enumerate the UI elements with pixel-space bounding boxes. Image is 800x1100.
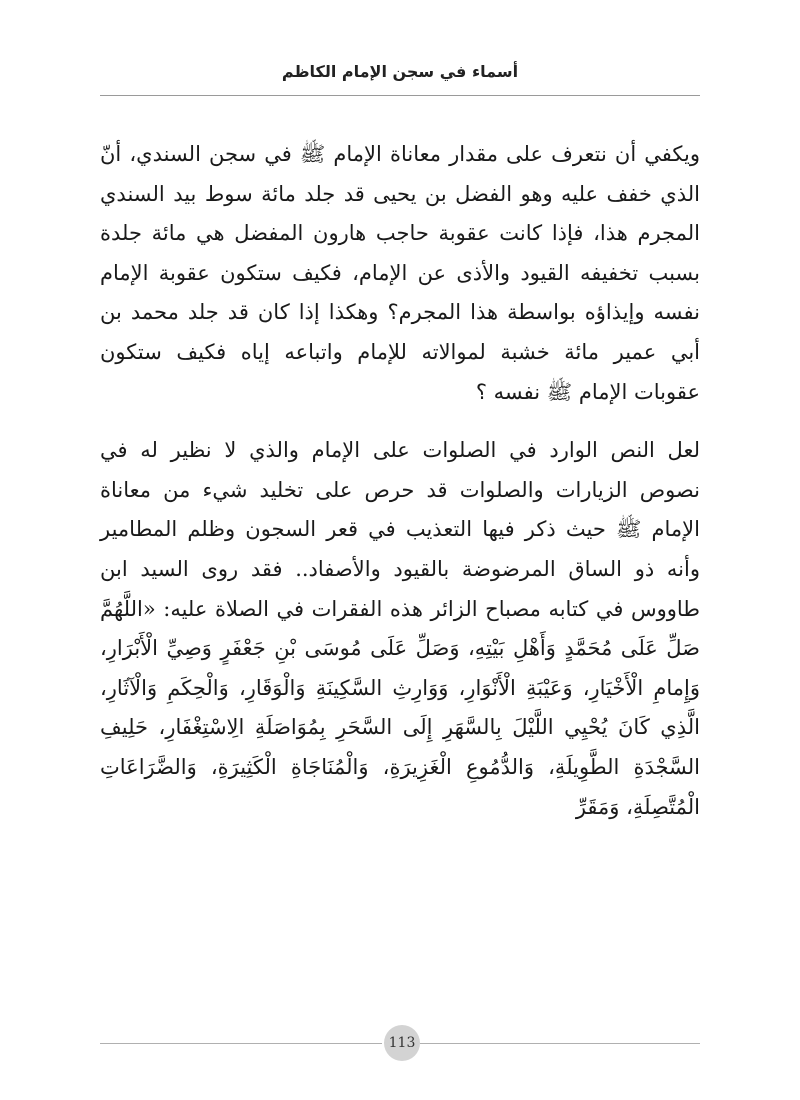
page-body (100, 135, 700, 827)
paragraph-intro: لعل النص الوارد في الصلوات على الإمام والذي لا نظير له في نصوص الزيارات والصلوات قد حرص على تخليد شيء من معاناة الإمام ﷺ حيث ذكر فيها التعذيب في قعر السجون وظلم المطامير وأنه ذو الساق المرضوضة بالقيود والأصفاد.. فقد روى السيد ابن طاووس في كتابه مصباح الزائر هذه الفقرات في الصلاة عليه: (100, 438, 700, 621)
header-divider (100, 95, 700, 96)
body-paragraph-with-quote (100, 431, 700, 827)
prayer-quote: «اللَّهُمَّ صَلِّ عَلَى مُحَمَّدٍ وَأَهْلِ بَيْتِهِ، وَصَلِّ عَلَى مُوسَى بْنِ جَعْفَرٍ وَصِيِّ الْأَبْرَارِ، وَإِمامِ الْأَخْيَارِ، وَعَيْبَةِ الْأَنْوَارِ، وَوَارِثِ السَّكِينَةِ وَالْوَقَارِ، وَالْحِكَمِ وَالْآثَارِ، الَّذِي كَانَ يُحْيِي اللَّيْلَ بِالسَّهَرِ إِلَى السَّحَرِ بِمُوَاصَلَةِ الِاسْتِغْفَارِ، حَلِيفِ السَّجْدَةِ الطَّوِيلَةِ، وَالدُّمُوعِ الْغَزِيرَةِ، وَالْمُنَاجَاةِ الْكَثِيرَةِ، وَالضَّرَاعَاتِ الْمُتَّصِلَةِ، وَمَقَرِّ (100, 596, 700, 819)
footer-divider-right (420, 1043, 700, 1044)
footer-divider-left (100, 1043, 382, 1044)
body-paragraph: ويكفي أن نتعرف على مقدار معاناة الإمام ﷺ في سجن السندي، أنّ الذي خفف عليه وهو الفضل بن يحيى قد جلد مائة سوط بيد السندي المجرم هذا، فإذا كانت عقوبة حاجب هارون المفضل هي مائة جلدة بسبب تخفيفه القيود والأذى عن الإمام، فكيف ستكون عقوبة الإمام نفسه وإيذاؤه بواسطة هذا المجرم؟ وهكذا إذا كان قد جلد محمد بن أبي عمير مائة خشبة لموالاته للإمام واتباعه إياه فكيف ستكون عقوبات الإمام ﷺ نفسه ؟ (100, 142, 700, 404)
running-header (100, 62, 700, 81)
page-number-badge (384, 1025, 420, 1061)
book-title: أسماء في سجن الإمام الكاظم (281, 62, 519, 81)
page-number: 113 (388, 1035, 416, 1051)
